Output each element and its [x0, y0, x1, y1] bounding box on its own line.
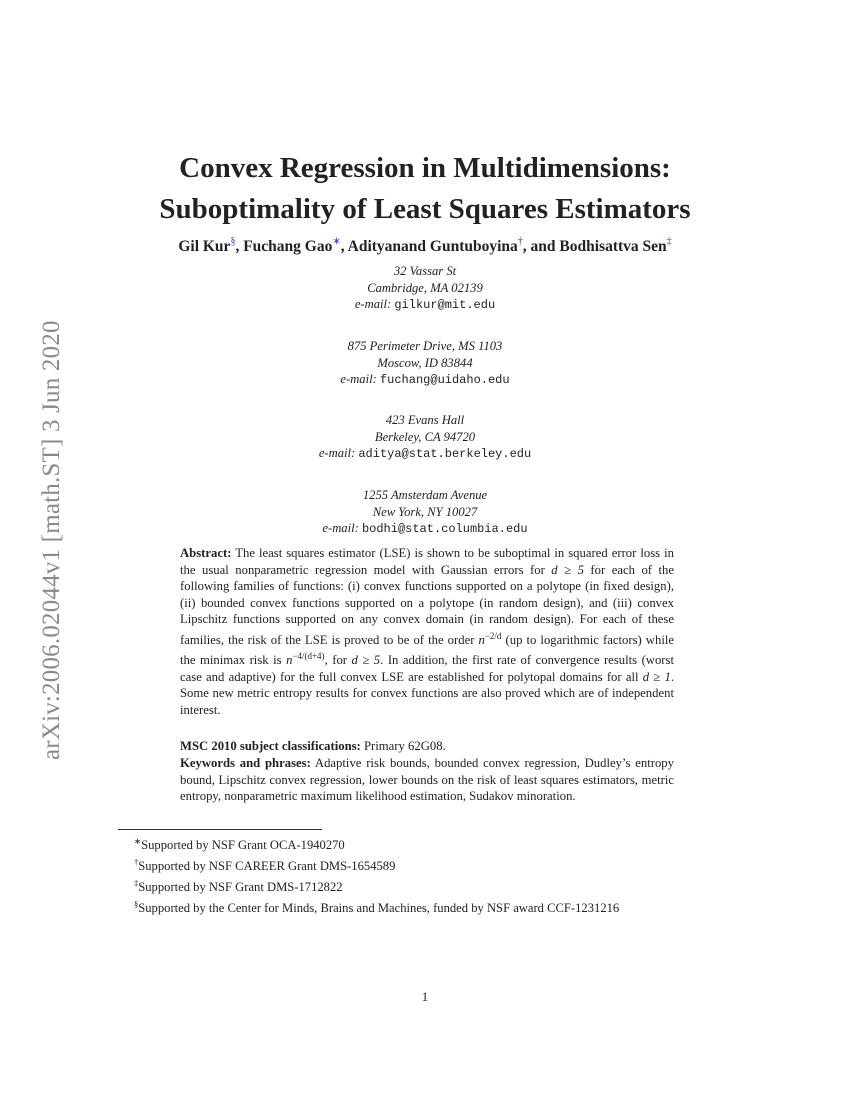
address-line: 423 Evans Hall [385, 413, 465, 427]
footnote-mark: ‡ [134, 878, 139, 888]
author-address-2 [0, 338, 850, 389]
abstract-text: . In addition, the first rate of convergence results (worst case and adaptive) for the full convex LSE are established for polytopal domains for all [180, 653, 674, 684]
math-inline: d ≥ 1 [642, 669, 671, 684]
abstract-text: . Some new metric entropy results for convex functions are also proved which are of independent interest. [180, 669, 674, 717]
email-address[interactable]: aditya@stat.berkeley.edu [358, 447, 532, 462]
author-name: Gil Kur [178, 238, 231, 255]
author-name: Adityanand Guntuboyina [347, 238, 518, 255]
address-line: 32 Vassar St [393, 264, 457, 278]
footnote-mark: ∗ [134, 836, 142, 846]
abstract-text: , for [324, 653, 352, 668]
footnote-item [134, 833, 734, 854]
footnote-text: Supported by NSF Grant DMS-1712822 [138, 880, 343, 894]
footnote-item [134, 854, 734, 875]
email-line [0, 296, 850, 314]
abstract-text: (up to logarithmic factors) while the minimax risk is [180, 632, 674, 668]
abstract-text: for each of the following families of functions: (i) convex functions supported on a polytope (in fixed design), (ii) bounded convex functions supported on a polytope (in random design), and (iii) convex Lipschitz functions supported on any convex domain (in random design). For each of these families, the risk of the LSE is proved to be of the order [180, 562, 675, 647]
keywords [180, 755, 674, 805]
msc-value: Primary 62G08. [360, 739, 446, 753]
footnote-item [134, 896, 734, 917]
arxiv-identifier-stamp: arXiv:2006.02044v1 [math.ST] 3 Jun 2020 [38, 320, 65, 760]
author-address-4 [0, 487, 850, 538]
author-address-1 [0, 263, 850, 314]
address-line: New York, NY 10027 [372, 504, 478, 519]
math-inline: n [286, 653, 293, 668]
author-name: Bodhisattva Sen [559, 238, 667, 255]
abstract-label: Abstract: [180, 546, 232, 560]
footnote-mark: † [134, 857, 139, 867]
author-separator: , and [522, 238, 560, 255]
abstract-text: The least squares estimator (LSE) is shown to be suboptimal in squared error loss in the usual nonparametric regression model with Gaussian errors for [180, 546, 674, 577]
address-line: Moscow, ID 83844 [377, 355, 473, 370]
email-address[interactable]: fuchang@uidaho.edu [379, 373, 510, 388]
abstract [180, 545, 674, 718]
author-footnote-mark[interactable]: ‡ [666, 236, 672, 247]
page-number: 1 [421, 989, 429, 1004]
author-separator: , [340, 238, 348, 255]
keywords-value: Adaptive risk bounds, bounded convex regression, Dudley’s entropy bound, Lipschitz convex regression, lower bounds on the risk of least squares estimators, metric entropy, nonparametric maximum likelihood estimation, Sudakov minoration. [180, 756, 674, 803]
math-exponent: −4/(d+4) [292, 651, 325, 662]
email-label: e-mail: [354, 297, 392, 312]
math-exponent: −2/d [484, 630, 502, 641]
address-line: 875 Perimeter Drive, MS 1103 [347, 339, 503, 353]
author-name: Fuchang Gao [243, 238, 333, 255]
title-line-2: Suboptimality of Least Squares Estimators [159, 193, 691, 225]
footnote-mark: § [134, 899, 139, 909]
footnote-text: Supported by NSF Grant OCA-1940270 [141, 838, 345, 852]
footnote-text: Supported by the Center for Minds, Brains and Machines, funded by NSF award CCF-1231216 [138, 901, 620, 915]
title-line-1: Convex Regression in Multidimensions: [179, 152, 671, 184]
author-list [0, 236, 850, 256]
footnote-item [134, 875, 734, 896]
math-inline: d ≥ 5 [351, 653, 381, 668]
author-footnote-mark[interactable]: ∗ [332, 236, 341, 247]
email-label: e-mail: [322, 521, 359, 536]
email-label: e-mail: [318, 446, 356, 461]
address-line: 1255 Amsterdam Avenue [362, 488, 488, 502]
email-line [0, 371, 850, 389]
keywords-label: Keywords and phrases: [180, 756, 311, 770]
email-address[interactable]: gilkur@mit.edu [394, 298, 496, 313]
address-line: Berkeley, CA 94720 [374, 429, 476, 444]
math-inline: d ≥ 5 [551, 562, 584, 577]
author-footnote-mark[interactable]: § [230, 236, 236, 247]
math-inline: n [478, 632, 485, 647]
author-separator: , [235, 238, 244, 255]
author-footnote-mark[interactable]: † [517, 236, 523, 247]
msc-classification [180, 738, 674, 755]
footnote-divider [118, 829, 322, 830]
email-address[interactable]: bodhi@stat.columbia.edu [361, 522, 528, 537]
address-line: Cambridge, MA 02139 [367, 280, 483, 295]
footnote-text: Supported by NSF CAREER Grant DMS-1654589 [138, 859, 396, 873]
footnotes [134, 833, 734, 917]
email-line [0, 445, 850, 463]
paper-title [0, 148, 850, 230]
email-line [0, 520, 850, 538]
msc-label: MSC 2010 subject classifications: [180, 739, 361, 753]
email-label: e-mail: [340, 372, 377, 387]
author-address-3 [0, 412, 850, 463]
